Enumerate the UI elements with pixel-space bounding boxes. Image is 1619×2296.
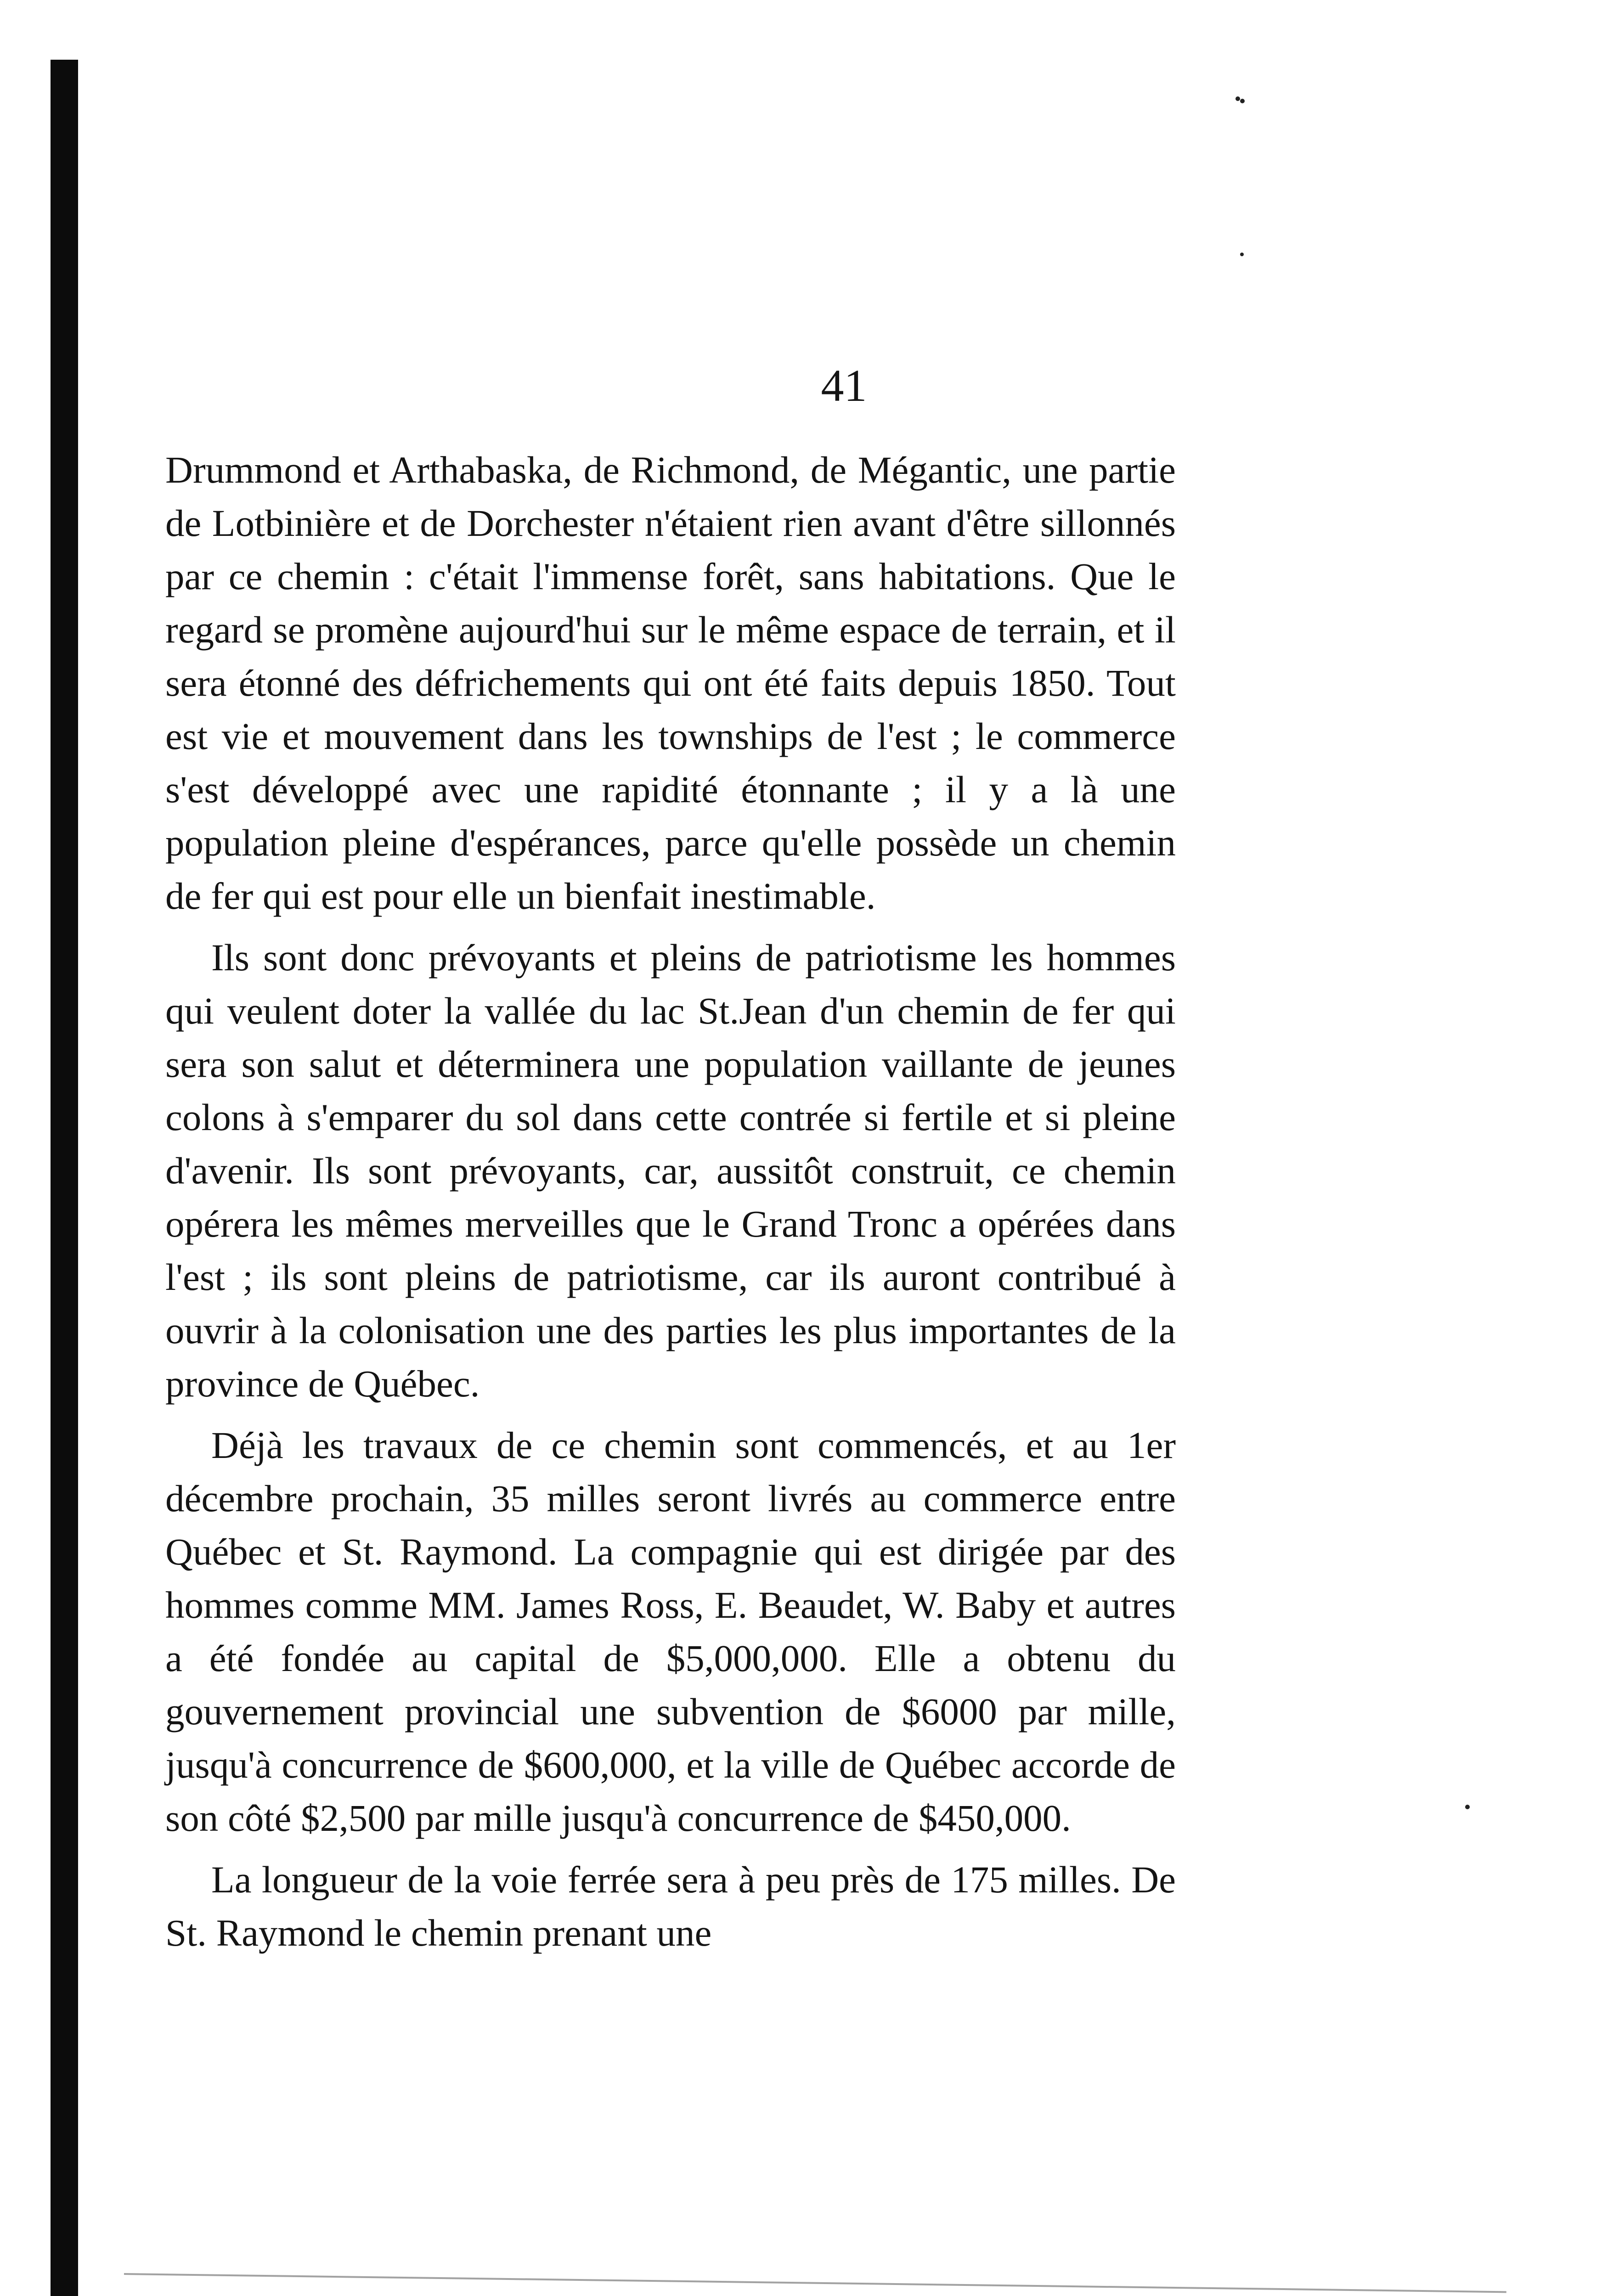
paragraph-2: Ils sont donc prévoyants et pleins de patriotisme les hommes qui veulent doter la vallée du lac St.Jean d'un chemin de fer qui sera son salut et déterminera une population vaillante de jeunes colons à s'emparer du sol dans cette contrée si fertile et si pleine d'avenir. Ils sont prévoyants, car, aussitôt construit, ce chemin opérera les mêmes merveilles que le Grand Tronc a opérées dans l'est ; ils sont pleins de patriotisme, car ils auront contribué à ouvrir à la colonisation une des parties les plus importantes de la province de Québec. [165, 936, 1176, 1405]
scan-speck [1235, 96, 1240, 101]
page-number: 41 [821, 360, 867, 411]
scan-speck [1240, 253, 1244, 256]
paragraph-3: Déjà les travaux de ce chemin sont commencés, et au 1er décembre prochain, 35 milles seront livrés au commerce entre Québec et St. Raymond. La compagnie qui est dirigée par des hommes comme MM. James Ross, E. Beaudet, W. Baby et autres a été fondée au capital de $5,000,000. Elle a obtenu du gouvernement provincial une subvention de $6000 par mille, jusqu'à concurrence de $600,000, et la ville de Québec accorde de son côté $2,500 par mille jusqu'à concurrence de $450,000. [165, 1424, 1176, 1839]
paragraph-1: Drummond et Arthabaska, de Richmond, de Mégantic, une partie de Lotbinière et de Dorchester n'étaient rien avant d'être sillonnés par ce chemin : c'était l'immense forêt, sans habitations. Que le regard se promène aujourd'hui sur le même espace de terrain, et il sera étonné des défrichements qui ont été faits depuis 1850. Tout est vie et mouvement dans les townships de l'est ; le commerce s'est développé avec une rapidité étonnante ; il y a là une population pleine d'espérances, parce qu'elle possède un chemin de fer qui est pour elle un bienfait inestimable. [165, 449, 1176, 917]
body-text [165, 443, 1176, 1959]
paragraph-4: La longueur de la voie ferrée sera à peu près de 175 milles. De St. Raymond le chemin prenant une [165, 1858, 1176, 1954]
scan-speck [1465, 1805, 1470, 1809]
scan-speck [1240, 99, 1245, 103]
bottom-scan-line [124, 2273, 1506, 2293]
